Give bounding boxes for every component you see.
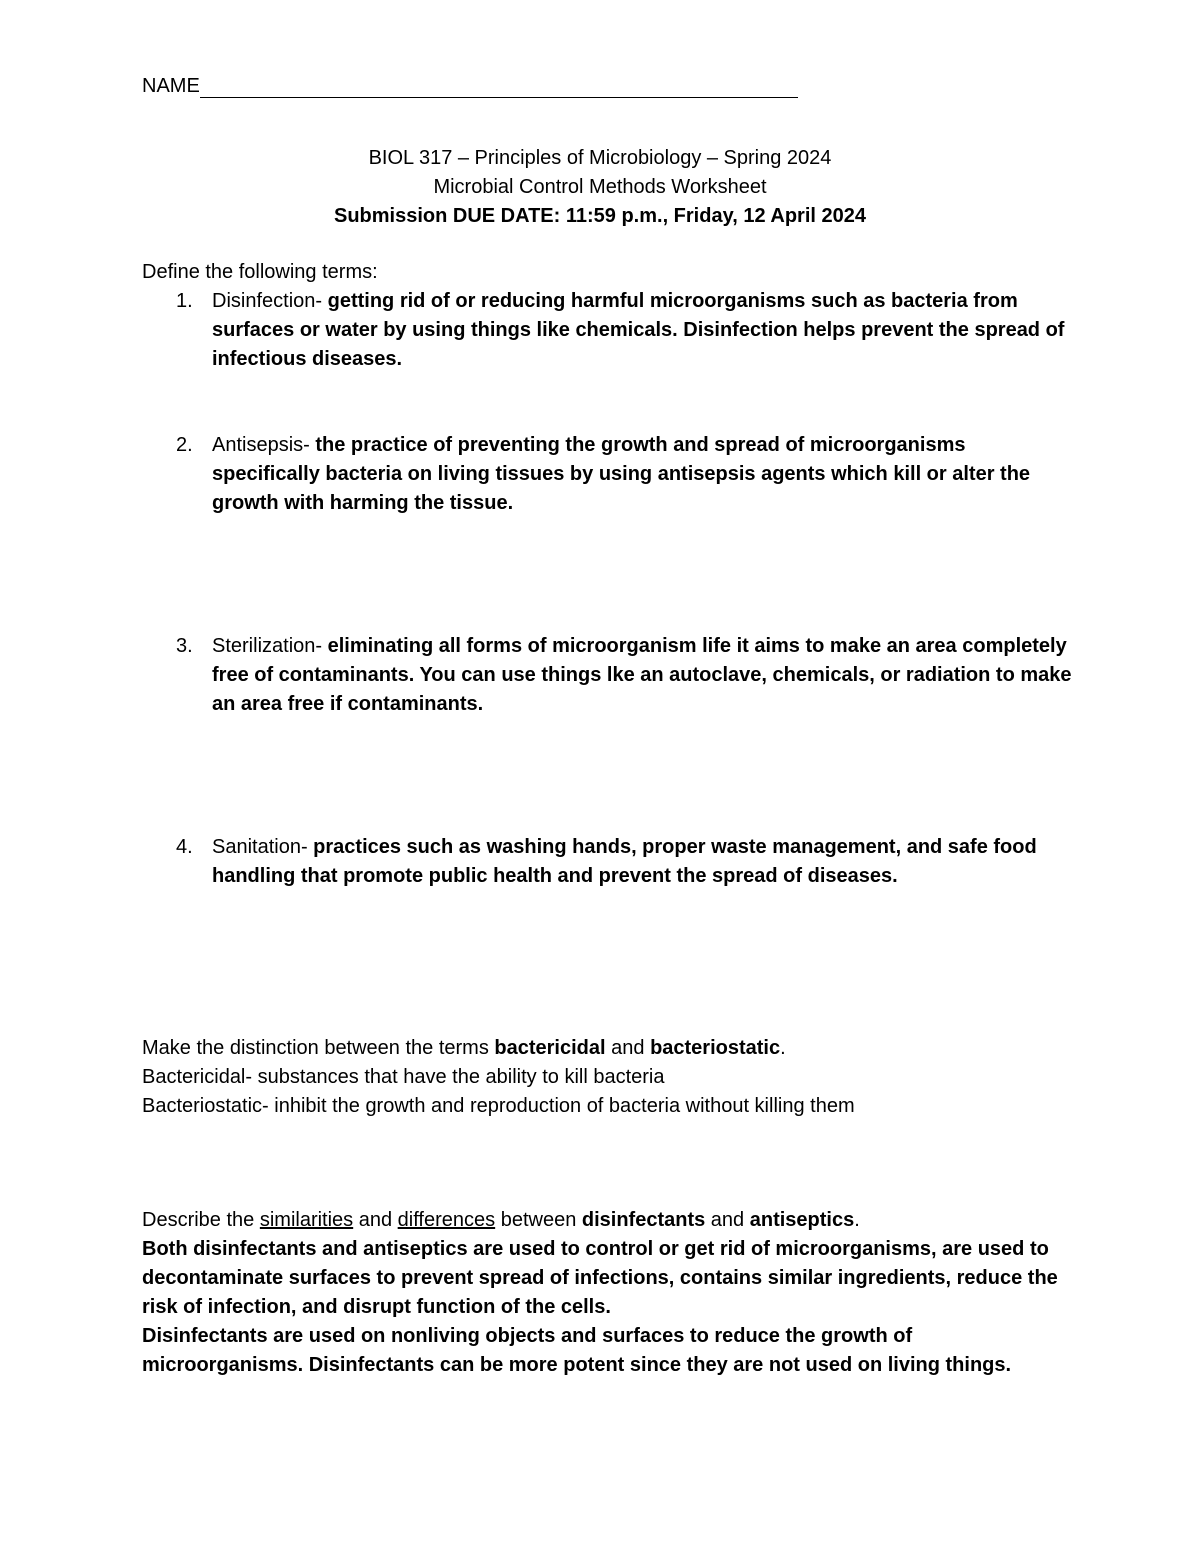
definition-item-2 [176,431,1076,518]
name-field [142,74,798,98]
define-prompt: Define the following terms: [142,261,378,283]
term-label: Sanitation- [212,836,314,858]
due-date: Submission DUE DATE: 11:59 p.m., Friday, 12 April 2024 [333,205,866,227]
distinction-section [142,1034,1072,1121]
similarities-answer: Both disinfectants and antiseptics are used to control or get rid of microorganisms, are used to decontaminate surfaces to prevent spread of infections, contains similar ingredients, reduce the risk of infection, and disrupt function of the cells. [142,1238,1058,1318]
term-bacteriostatic: bacteriostatic [650,1037,781,1059]
similarities-word: similarities [259,1209,354,1231]
compare-section [142,1206,1072,1380]
term-label: Antisepsis- [212,434,316,456]
term-disinfectants: disinfectants [581,1209,706,1231]
compare-prompt [142,1206,1072,1235]
item-number: 1. [176,290,193,312]
term-definition: the practice of preventing the growth and spread of microorganisms specifically bacteria on living tissues by using antisepsis agents which kill or alter the growth with harming the tissue. [212,434,1031,514]
differences-answer: Disinfectants are used on nonliving objects and surfaces to reduce the growth of microorganisms. Disinfectants can be more potent since they are not used on living things. [142,1325,1012,1376]
term-label: Disinfection- [212,290,328,312]
prompt-text: . [854,1209,860,1231]
distinction-prompt [142,1034,1072,1063]
prompt-text: Describe the [142,1209,260,1231]
differences-word: differences [397,1209,496,1231]
course-title: BIOL 317 – Principles of Microbiology – Spring 2024 [368,147,832,169]
term-antiseptics: antiseptics [749,1209,855,1231]
item-number: 3. [176,635,193,657]
worksheet-title: Microbial Control Methods Worksheet [433,176,767,198]
prompt-text: and [705,1209,750,1231]
term-definition: eliminating all forms of microorganism life it aims to make an area completely free of contaminants. You can use things lke an autoclave, chemicals, or radiation to make an area free if contaminants. [212,635,1072,715]
item-number: 4. [176,836,193,858]
term-label: Sterilization- [212,635,328,657]
term-definition: practices such as washing hands, proper waste management, and safe food handling that promote public health and prevent the spread of diseases. [212,836,1037,887]
prompt-text: Make the distinction between the terms [142,1037,495,1059]
prompt-text: and [605,1037,651,1059]
definition-item-1 [176,287,1076,374]
worksheet-header [0,144,1200,231]
bactericidal-answer: Bactericidal- substances that have the ability to kill bacteria [142,1066,665,1088]
bacteriostatic-answer: Bacteriostatic- inhibit the growth and reproduction of bacteria without killing them [142,1095,855,1117]
prompt-text: and [353,1209,398,1231]
term-bactericidal: bactericidal [494,1037,606,1059]
prompt-text: between [495,1209,582,1231]
name-underline [200,77,798,98]
item-number: 2. [176,434,193,456]
prompt-text: . [780,1037,786,1059]
definition-item-3 [176,632,1076,719]
term-definition: getting rid of or reducing harmful microorganisms such as bacteria from surfaces or water by using things like chemicals. Disinfection helps prevent the spread of infectious diseases. [212,290,1065,370]
definition-item-4 [176,833,1076,891]
name-label: NAME [142,75,200,97]
